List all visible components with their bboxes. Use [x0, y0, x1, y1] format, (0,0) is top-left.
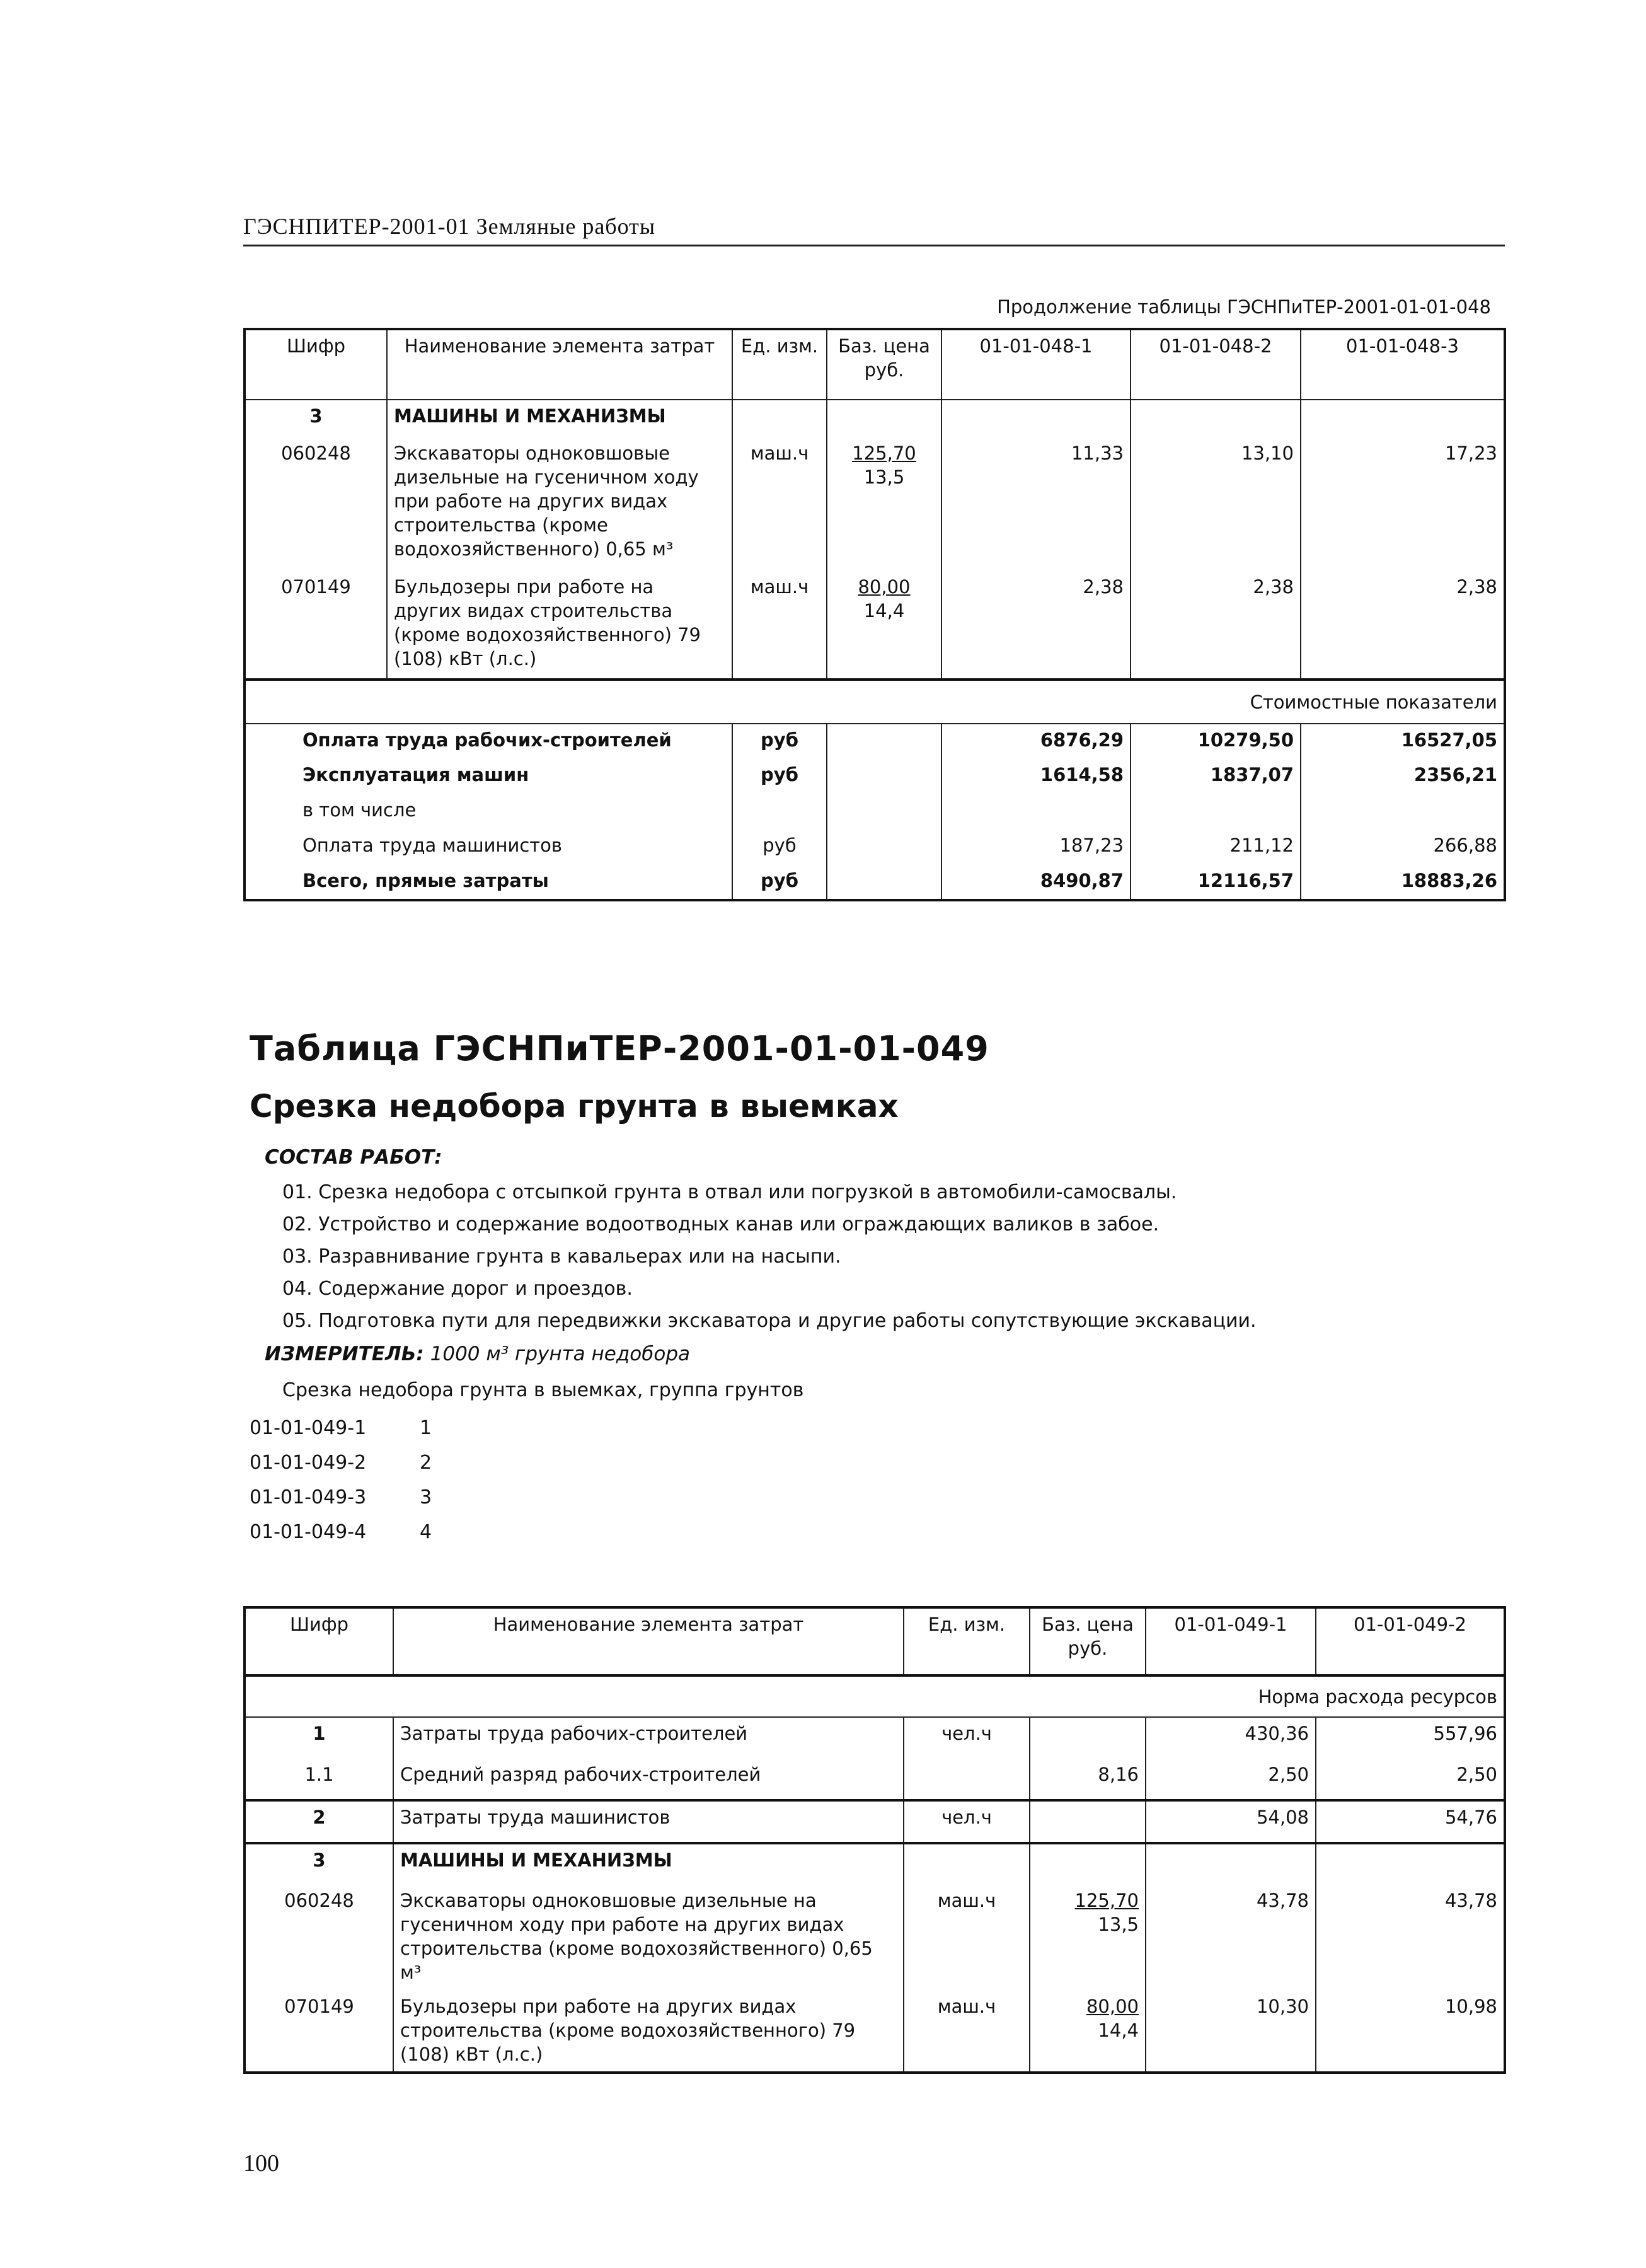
name-cell: Бульдозеры при работе на других видах строительства (кроме водохозяйственного) 79 (108) кВт (л.с.) [393, 1991, 904, 2073]
cost-value: 2356,21 [1301, 759, 1505, 794]
code-cell: 060248 [245, 1885, 393, 1991]
table-title: Таблица ГЭСНПиТЕР-2001-01-01-049 [250, 1029, 989, 1068]
cost-name: Оплата труда рабочих-строителей [245, 724, 732, 759]
unit-cell: чел.ч [904, 1717, 1030, 1759]
value-cell: 11,33 [941, 437, 1131, 571]
izmeritel [265, 1343, 690, 1365]
value-cell: 43,78 [1316, 1885, 1505, 1991]
value-cell: 17,23 [1301, 437, 1505, 571]
value-cell: 430,36 [1146, 1717, 1316, 1759]
name-cell: Экскаваторы одноковшовые дизельные на гусеничном ходу при работе на других видах строительства (кроме водохозяйственного) 0,65 м³ [393, 1885, 904, 1991]
price-cell [827, 571, 941, 680]
unit-cell: маш.ч [732, 437, 827, 571]
cost-value: 12116,57 [1131, 865, 1301, 900]
section-name: МАШИНЫ И МЕХАНИЗМЫ [387, 400, 732, 437]
value-cell: 13,10 [1131, 437, 1301, 571]
cost-unit: руб [732, 759, 827, 794]
izmeritel-label: ИЗМЕРИТЕЛЬ: [265, 1343, 424, 1365]
header-cell: Шифр [245, 329, 387, 400]
cost-value: 16527,05 [1301, 724, 1505, 759]
resource-table-048 [243, 328, 1506, 901]
code-cell: 070149 [245, 1991, 393, 2073]
value-cell: 2,38 [941, 571, 1131, 680]
cost-value: 6876,29 [941, 724, 1131, 759]
price-cell [1030, 1991, 1146, 2073]
cost-name: Оплата труда машинистов [245, 830, 732, 865]
unit-cell [904, 1759, 1030, 1800]
list-item: 01. Срезка недобора с отсыпкой грунта в отвал или погрузкой в автомобили-самосвалы. [282, 1181, 1177, 1203]
machinist-wage: 13,5 [1098, 1914, 1139, 1935]
name-cell: Затраты труда машинистов [393, 1800, 904, 1843]
value-cell: 557,96 [1316, 1717, 1505, 1759]
cost-value: 266,88 [1301, 830, 1505, 865]
code: 01-01-049-3 [250, 1486, 367, 1508]
list-item [250, 1480, 432, 1515]
continuation-caption: Продолжение таблицы ГЭСНПиТЕР-2001-01-01-048 [997, 296, 1491, 318]
machinist-wage: 14,4 [1098, 2020, 1139, 2041]
cost-unit: руб [732, 830, 827, 865]
header-cell: 01-01-048-2 [1131, 329, 1301, 400]
table-row [245, 1885, 1505, 1991]
code-cell: 1 [245, 1717, 393, 1759]
list-item [250, 1445, 432, 1480]
price-cell [827, 437, 941, 571]
value-cell: 10,30 [1146, 1991, 1316, 2073]
header-cell: 01-01-049-1 [1146, 1607, 1316, 1675]
group: 4 [420, 1521, 432, 1543]
price-cell [1030, 1800, 1146, 1843]
group: 3 [420, 1486, 432, 1508]
cost-value: 1837,07 [1131, 759, 1301, 794]
cost-row [245, 794, 1505, 830]
cost-value: 211,12 [1131, 830, 1301, 865]
cost-value: 8490,87 [941, 865, 1131, 900]
norm-caption: Норма расхода ресурсов [245, 1675, 1505, 1717]
resource-table-049 [243, 1606, 1506, 2074]
table-row [245, 1800, 1505, 1843]
price-cell: 8,16 [1030, 1759, 1146, 1800]
group: 2 [420, 1452, 432, 1474]
header-cell: 01-01-048-3 [1301, 329, 1505, 400]
header-cell: Шифр [245, 1607, 393, 1675]
cost-name: в том числе [245, 794, 732, 830]
value-cell: 2,38 [1131, 571, 1301, 680]
name-cell: Средний разряд рабочих-строителей [393, 1759, 904, 1800]
cost-name: Эксплуатация машин [245, 759, 732, 794]
header-cell: Ед. изм. [904, 1607, 1030, 1675]
header-cell: Ед. изм. [732, 329, 827, 400]
cost-row [245, 865, 1505, 900]
table-row [245, 1717, 1505, 1759]
section-code: 3 [245, 400, 387, 437]
price-cell [1030, 1717, 1146, 1759]
value-cell: 10,98 [1316, 1991, 1505, 2073]
value-cell: 54,76 [1316, 1800, 1505, 1843]
header-cell: Баз. цена руб. [1030, 1607, 1146, 1675]
header-rule [243, 245, 1505, 246]
table-subtitle: Срезка недобора грунта в выемках [250, 1088, 899, 1125]
izmeritel-value: 1000 м³ грунта недобора [430, 1343, 691, 1365]
cost-value: 1614,58 [941, 759, 1131, 794]
page-number: 100 [243, 2150, 279, 2177]
code-cell: 1.1 [245, 1759, 393, 1800]
section-code: 3 [245, 1843, 393, 1885]
section-name: МАШИНЫ И МЕХАНИЗМЫ [393, 1843, 904, 1885]
list-item: 03. Разравнивание грунта в кавальерах или на насыпи. [282, 1246, 841, 1268]
list-item [250, 1411, 432, 1445]
cost-value: 10279,50 [1131, 724, 1301, 759]
name-cell: Экскаваторы одноковшовые дизельные на гусеничном ходу при работе на других видах строительства (кроме водохозяйственного) 0,65 м³ [387, 437, 732, 571]
table-row [245, 571, 1505, 680]
list-item: 04. Содержание дорог и проездов. [282, 1278, 633, 1300]
code-cell: 060248 [245, 437, 387, 571]
header-cell: Наименование элемента затрат [393, 1607, 904, 1675]
name-cell: Бульдозеры при работе на других видах строительства (кроме водохозяйственного) 79 (108) кВт (л.с.) [387, 571, 732, 680]
group-line: Срезка недобора грунта в выемках, группа грунтов [282, 1379, 804, 1401]
table-row [245, 1759, 1505, 1800]
cost-row [245, 724, 1505, 759]
cost-name: Всего, прямые затраты [245, 865, 732, 900]
unit-cell: маш.ч [904, 1885, 1030, 1991]
cost-value: 187,23 [941, 830, 1131, 865]
machinist-wage: 14,4 [863, 600, 905, 622]
cost-unit: руб [732, 724, 827, 759]
header-cell: 01-01-049-2 [1316, 1607, 1505, 1675]
code: 01-01-049-1 [250, 1417, 367, 1439]
header-cell: Баз. цена руб. [827, 329, 941, 400]
table-row [245, 1991, 1505, 2073]
work-list [282, 1176, 1257, 1337]
base-price: 125,70 [1074, 1890, 1139, 1911]
unit-cell: маш.ч [732, 571, 827, 680]
unit-cell: маш.ч [904, 1991, 1030, 2073]
list-item [250, 1515, 432, 1549]
base-price: 80,00 [1086, 1996, 1139, 2017]
list-item: 05. Подготовка пути для передвижки экскаватора и другие работы сопутствующие экскавации. [282, 1310, 1257, 1332]
group: 1 [420, 1417, 432, 1439]
base-price: 125,70 [852, 443, 916, 464]
value-cell: 2,38 [1301, 571, 1505, 680]
code: 01-01-049-2 [250, 1452, 367, 1474]
base-price: 80,00 [858, 576, 911, 598]
list-item: 02. Устройство и содержание водоотводных канав или ограждающих валиков в забое. [282, 1213, 1160, 1235]
price-cell [1030, 1885, 1146, 1991]
running-header: ГЭСНПИТЕР-2001-01 Земляные работы [243, 214, 656, 239]
code-cell: 070149 [245, 571, 387, 680]
table-row [245, 437, 1505, 571]
machinist-wage: 13,5 [863, 466, 905, 488]
cost-row [245, 759, 1505, 794]
value-cell: 43,78 [1146, 1885, 1316, 1991]
code-list [250, 1411, 432, 1549]
header-cell: Наименование элемента затрат [387, 329, 732, 400]
header-cell: 01-01-048-1 [941, 329, 1131, 400]
value-cell: 54,08 [1146, 1800, 1316, 1843]
sostav-label: СОСТАВ РАБОТ: [265, 1146, 442, 1169]
value-cell: 2,50 [1146, 1759, 1316, 1800]
cost-caption: Стоимостные показатели [245, 680, 1505, 724]
name-cell: Затраты труда рабочих-строителей [393, 1717, 904, 1759]
value-cell: 2,50 [1316, 1759, 1505, 1800]
cost-row [245, 830, 1505, 865]
unit-cell: чел.ч [904, 1800, 1030, 1843]
cost-unit: руб [732, 865, 827, 900]
cost-value: 18883,26 [1301, 865, 1505, 900]
code-cell: 2 [245, 1800, 393, 1843]
code: 01-01-049-4 [250, 1521, 367, 1543]
